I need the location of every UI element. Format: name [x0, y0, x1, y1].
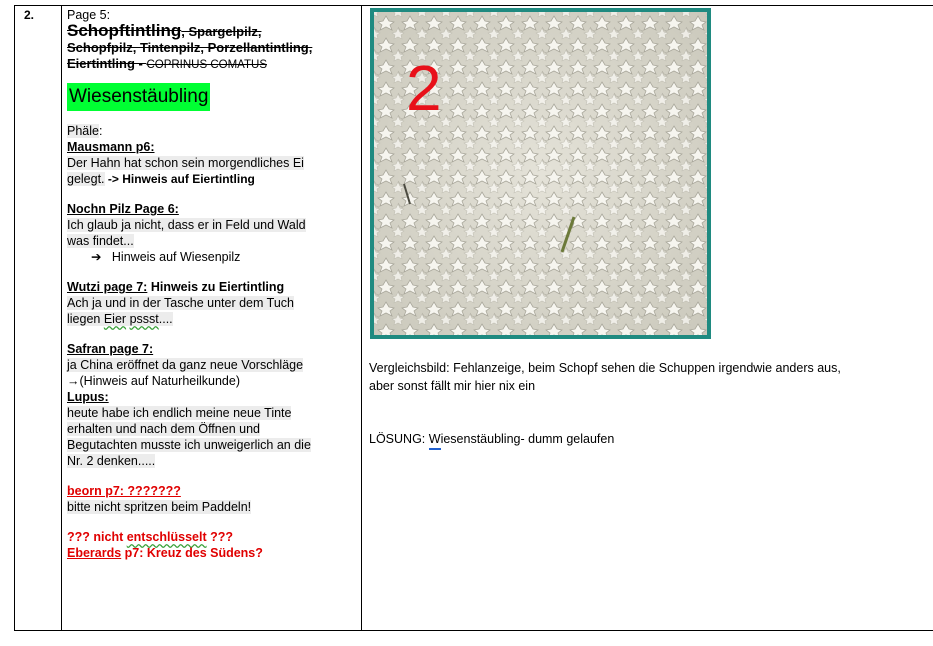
mausmann-text: Der Hahn hat schon sein morgendliches Ei gelegt. -> Hinweis auf Eiertintling — [67, 156, 304, 186]
eberards-line: Eberards p7: Kreuz des Südens? — [67, 546, 263, 560]
struck-names: Schopftintling, Spargelpilz, Schopfpilz, Tintenpilz, Porzellantintling, Eiertintling - COPRINUS COMATUS — [67, 21, 313, 71]
text-cursor: W — [429, 430, 441, 450]
answer-title: Wiesenstäubling — [67, 83, 210, 111]
unsolved-line: ??? nicht entschlüsselt ??? — [67, 530, 233, 544]
lupus-head: Lupus: — [67, 390, 109, 404]
lupus-text: heute habe ich endlich meine neue Tinte erhalten und nach dem Öffnen und Begutachten musste ich unweigerlich an die Nr. 2 denken..... — [67, 406, 311, 468]
nochn-head: Nochn Pilz Page 6: — [67, 202, 179, 216]
clues-column — [67, 7, 352, 561]
phaele-label: Phäle: — [67, 124, 103, 138]
mausmann-head: Mausmann p6: — [67, 140, 155, 154]
safran-text: ja China eröffnet da ganz neue Vorschläge →(Hinweis auf Naturheilkunde) — [67, 358, 304, 388]
nochn-text: Ich glaub ja nicht, dass er in Feld und Wald was findet... — [67, 218, 306, 248]
beorn-head: beorn p7: ??????? — [67, 484, 181, 498]
beorn-text: bitte nicht spritzen beim Paddeln! — [67, 500, 252, 514]
arrow-icon: ➔ — [91, 250, 102, 264]
column-divider — [361, 5, 362, 631]
photo-number: 2 — [406, 52, 442, 124]
mushroom-photo — [370, 8, 711, 339]
page-label: Page 5: — [67, 8, 111, 22]
solution-line: LÖSUNG: Wiesenstäubling- dumm gelaufen — [369, 430, 909, 450]
comparison-note: Vergleichsbild: Fehlanzeige, beim Schopf sehen die Schuppen irgendwie anders aus, aber sonst fällt mir hier nix ein — [369, 361, 841, 393]
column-divider — [61, 5, 62, 631]
row-number: 2. — [24, 8, 35, 22]
wutzi-head: Wutzi page 7: Hinweis zu Eiertintling — [67, 280, 285, 294]
nochn-hint: ➔ Hinweis auf Wiesenpilz — [91, 250, 241, 264]
safran-head: Safran page 7: — [67, 342, 154, 356]
wutzi-text: Ach ja und in der Tasche unter dem Tuch liegen Eier pssst.... — [67, 296, 294, 326]
